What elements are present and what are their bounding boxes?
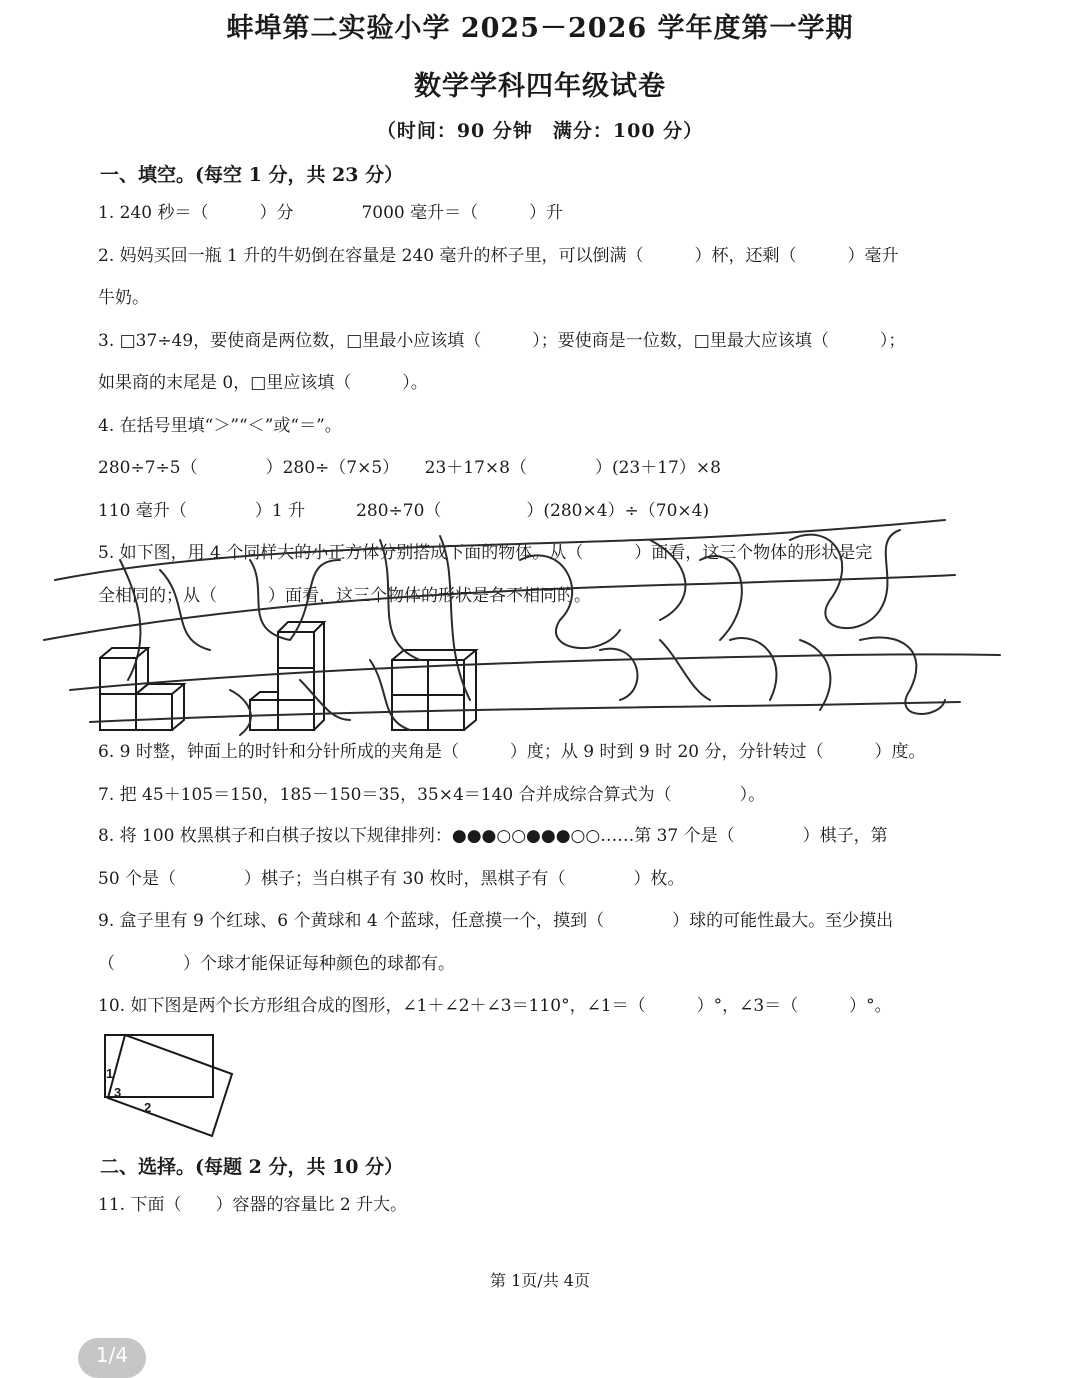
question-line: 1. 240 秒＝（ ）分 7000 毫升＝（ ）升 (98, 203, 564, 223)
question-line: 全相同的；从（ ）面看，这三个物体的形状是各不相同的。 (98, 586, 591, 606)
angle-label: 3 (114, 1085, 122, 1100)
exam-title-line1: 蚌埠第二实验小学 2025－2026 学年度第一学期 (226, 13, 854, 44)
exam-title-line2: 数学学科四年级试卷 (414, 71, 666, 102)
question-line: 牛奶。 (98, 288, 149, 308)
question-line: 6. 9 时整，钟面上的时针和分针所成的夹角是（ ）度；从 9 时到 9 时 20 分，分针转过（ ）度。 (98, 742, 926, 762)
section2-heading: 二、选择。(每题 2 分，共 10 分） (100, 1156, 404, 1178)
question-line: 2. 妈妈买回一瓶 1 升的牛奶倒在容量是 240 毫升的杯子里，可以倒满（ ）杯，还剩（ ）毫升 (98, 246, 899, 266)
angle-label: 2 (144, 1100, 152, 1115)
question-line: 110 毫升（ ）1 升 280÷70（ ）(280×4）÷（70×4) (98, 501, 710, 521)
page-indicator-badge[interactable]: 1/4 (78, 1338, 146, 1378)
question-line: 50 个是（ ）棋子；当白棋子有 30 枚时，黑棋子有（ ）枚。 (98, 869, 685, 889)
section1-heading: 一、填空。(每空 1 分，共 23 分） (100, 164, 404, 186)
question-line: 11. 下面（ ）容器的容量比 2 升大。 (98, 1195, 408, 1215)
question-line: 5. 如下图，用 4 个同样大的小正方体分别搭成下面的物体。从（ ）面看，这三个物体的形状是完 (98, 543, 873, 563)
page-footer: 第 1页/共 4页 (490, 1271, 590, 1290)
question-line: 3. □37÷49，要使商是两位数，□里最小应该填（ ）；要使商是一位数，□里最大应该填（ ）； (98, 331, 906, 351)
question-line: 9. 盒子里有 9 个红球、6 个黄球和 4 个蓝球，任意摸一个，摸到（ ）球的可能性最大。至少摸出 (98, 911, 894, 931)
question-line: 如果商的末尾是 0，□里应该填（ ）。 (98, 373, 428, 393)
question-line: （ ）个球才能保证每种颜色的球都有。 (98, 954, 455, 974)
question-line: 8. 将 100 枚黑棋子和白棋子按以下规律排列：●●●○○●●●○○……第 37 个是（ ）棋子，第 (98, 826, 888, 846)
question-line: 4. 在括号里填“＞”“＜”或“＝”。 (98, 416, 342, 436)
question-line: 7. 把 45＋105＝150，185－150＝35，35×4＝140 合并成综合算式为（ ）。 (98, 785, 766, 805)
question-line: 280÷7÷5（ ）280÷（7×5） 23＋17×8（ ）(23＋17）×8 (98, 458, 721, 478)
cube-figures (92, 618, 512, 736)
exam-meta: （时间：90 分钟 满分：100 分） (376, 120, 704, 142)
angle-label: 1 (106, 1066, 114, 1081)
rectangles-figure (96, 1026, 246, 1146)
question-line: 10. 如下图是两个长方形组合成的图形，∠1＋∠2＋∠3＝110°，∠1＝（ ）°，∠3＝（ ）°。 (98, 996, 892, 1016)
